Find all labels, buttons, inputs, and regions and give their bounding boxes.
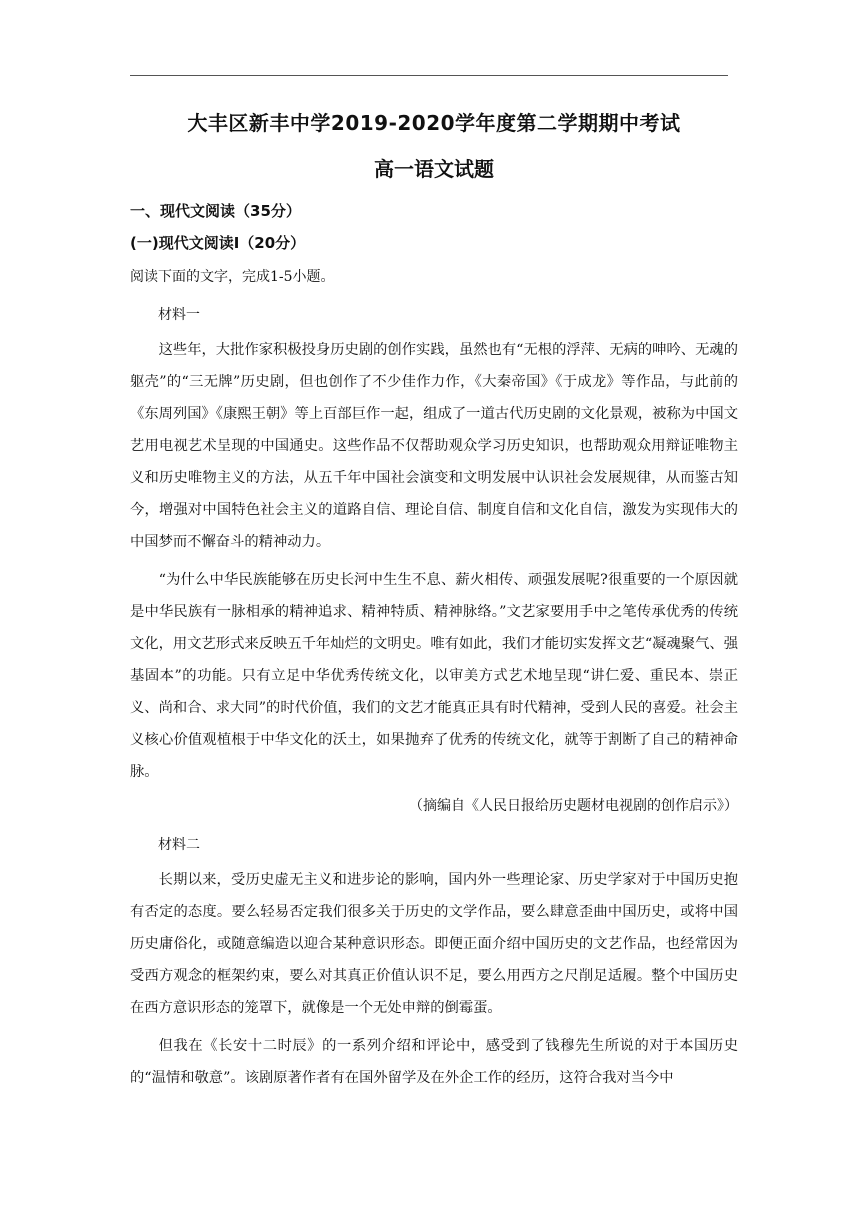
- header-rule: [130, 75, 728, 76]
- exam-subtitle: 高一语文试题: [374, 157, 494, 181]
- subsection-heading: (一)现代文阅读Ⅰ（20分）: [130, 234, 306, 252]
- instruction-text: 阅读下面的文字，完成1-5小题。: [130, 269, 335, 285]
- exam-title: 大丰区新丰中学2019-2020学年度第二学期期中考试: [187, 111, 681, 135]
- page-content: [130, 108, 738, 1094]
- material-two-paragraph: 长期以来，受历史虚无主义和进步论的影响，国内外一些理论家、历史学家对于中国历史抱有否定的态度。要么轻易否定我们很多关于历史的文学作品，要么肆意歪曲中国历史，或将中国历史庸俗化，或随意编造以迎合某种意识形态。即便正面介绍中国历史的文艺作品，也经常因为受西方观念的框架约束，要么对其真正价值认识不足，要么用西方之尺削足适履。整个中国历史在西方意识形态的笼罩下，就像是一个无处申辩的倒霉蛋。: [130, 872, 738, 1016]
- material-one-paragraph: 这些年，大批作家积极投身历史剧的创作实践，虽然也有“无根的浮萍、无病的呻吟、无魂的躯壳”的“三无牌”历史剧，但也创作了不少佳作力作，《大秦帝国》《于成龙》等作品，与此前的《东周列国》《康熙王朝》等上百部巨作一起，组成了一道古代历史剧的文化景观，被称为中国文艺用电视艺术呈现的中国通史。这些作品不仅帮助观众学习历史知识，也帮助观众用辩证唯物主义和历史唯物主义的方法，从五千年中国社会演变和文明发展中认识社会发展规律，从而鉴古知今，增强对中国特色社会主义的道路自信、理论自信、制度自信和文化自信，激发为实现伟大的中国梦而不懈奋斗的精神动力。: [130, 342, 738, 550]
- material-two-paragraph: 但我在《长安十二时辰》的一系列介绍和评论中，感受到了钱穆先生所说的对于本国历史的“温情和敬意”。该剧原著作者有在国外留学及在外企工作的经历，这符合我对当今中: [130, 1038, 738, 1086]
- material-one-source: （摘编自《人民日报给历史题材电视剧的创作启示》）: [409, 798, 738, 814]
- material-one-label: 材料一: [158, 307, 200, 323]
- section-heading: 一、现代文阅读（35分）: [130, 202, 301, 220]
- material-one-paragraph: “为什么中华民族能够在历史长河中生生不息、薪火相传、顽强发展呢?很重要的一个原因就是中华民族有一脉相承的精神追求、精神特质、精神脉络。”文艺家要用手中之笔传承优秀的传统文化，用文艺形式来反映五千年灿烂的文明史。唯有如此，我们才能切实发挥文艺“凝魂聚气、强基固本”的功能。只有立足中华优秀传统文化，以审美方式艺术地呈现“讲仁爱、重民本、崇正义、尚和合、求大同”的时代价值，我们的文艺才能真正具有时代精神，受到人民的喜爱。社会主义核心价值观植根于中华文化的沃土，如果抛弃了优秀的传统文化，就等于割断了自己的精神命脉。: [130, 572, 738, 780]
- material-two-label: 材料二: [158, 837, 200, 853]
